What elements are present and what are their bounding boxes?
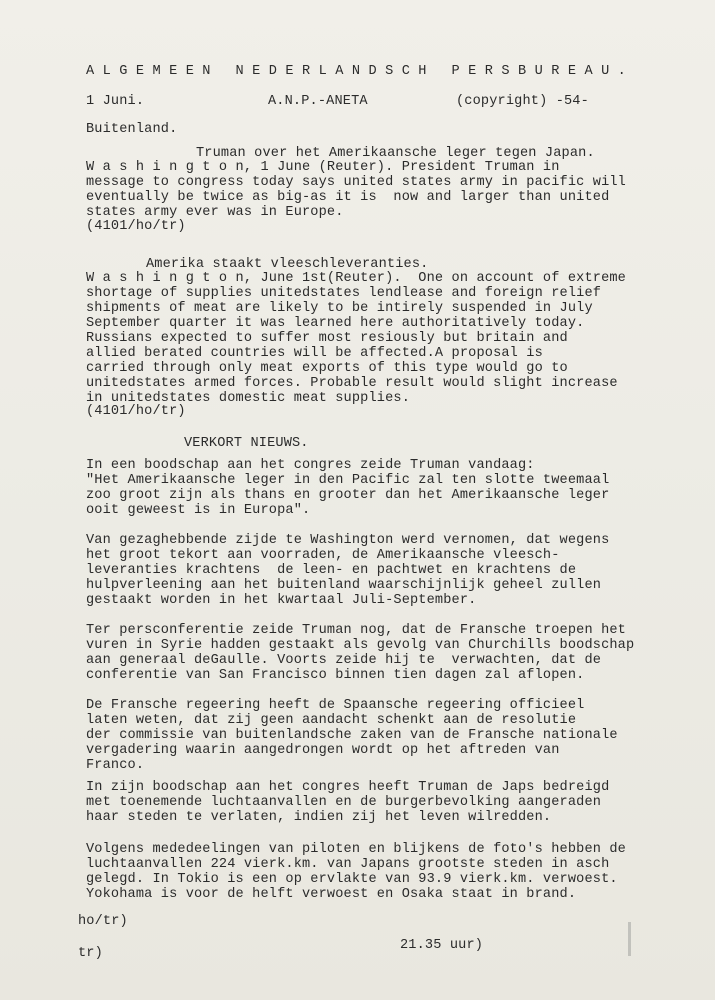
news-paragraph-line: conferentie van San Francisco binnen tien dagen zal aflopen. bbox=[86, 668, 585, 683]
agency-heading: A L G E M E E N N E D E R L A N D S C H P E R S B U R E A U . bbox=[86, 64, 626, 79]
article2-line: shipments of meat are likely to be intirely suspended in July bbox=[86, 301, 593, 316]
news-paragraph-line: ooit geweest is in Europa". bbox=[86, 503, 311, 518]
news-paragraph-line: In een boodschap aan het congres zeide Truman vandaag: bbox=[86, 458, 535, 473]
date-text: 1 Juni. bbox=[86, 94, 145, 109]
signature-initials-short: tr) bbox=[78, 946, 103, 961]
section-label: Buitenland. bbox=[86, 122, 178, 137]
news-paragraph-line: Yokohama is voor de helft verwoest en Osaka staat in brand. bbox=[86, 887, 577, 902]
news-paragraph-line: In zijn boodschap aan het congres heeft Truman de Japs bedreigd bbox=[86, 780, 610, 795]
ink-mark bbox=[628, 922, 631, 956]
news-paragraph-line: luchtaanvallen 224 vierk.km. van Japans grootste steden in asch bbox=[86, 857, 610, 872]
article2-line: unitedstates armed forces. Probable result would slight increase bbox=[86, 376, 618, 391]
article2-title: Amerika staakt vleeschleveranties. bbox=[146, 257, 429, 272]
copyright-text: (copyright) -54- bbox=[456, 94, 589, 109]
news-paragraph-line: De Fransche regeering heeft de Spaansche regeering officieel bbox=[86, 698, 585, 713]
article1-line: eventually be twice as big-as it is now and larger than united bbox=[86, 190, 610, 205]
news-paragraph-line: aan generaal deGaulle. Voorts zeide hij te verwachten, dat de bbox=[86, 653, 602, 668]
news-paragraph-line: laten weten, dat zij geen aandacht schenkt aan de resolutie bbox=[86, 713, 577, 728]
article2-line: in unitedstates domestic meat supplies. bbox=[86, 391, 410, 406]
article1-line: W a s h i n g t o n, 1 June (Reuter). President Truman in bbox=[86, 160, 560, 175]
news-paragraph-line: gestaakt worden in het kwartaal Juli-September. bbox=[86, 593, 477, 608]
news-paragraph-line: met toenemende luchtaanvallen en de burgerbevolking aangeraden bbox=[86, 795, 602, 810]
article1-title: Truman over het Amerikaansche leger tegen Japan. bbox=[196, 146, 595, 161]
news-paragraph-line: Ter persconferentie zeide Truman nog, dat de Fransche troepen het bbox=[86, 623, 626, 638]
article2-line: September quarter it was learned here authoritatively today. bbox=[86, 316, 585, 331]
news-paragraph-line: vuren in Syrie hadden gestaakt als gevolg van Churchills boodschap bbox=[86, 638, 635, 653]
news-paragraph-line: "Het Amerikaansche leger in den Pacific zal ten slotte tweemaal bbox=[86, 473, 610, 488]
article2-line: allied berated countries will be affected.A proposal is bbox=[86, 346, 543, 361]
article2-line: carried through only meat exports of this type would go to bbox=[86, 361, 568, 376]
article2-line: shortage of supplies unitedstates lendlease and foreign relief bbox=[86, 286, 602, 301]
news-paragraph-line: hulpverleening aan het buitenland waarschijnlijk geheel zullen bbox=[86, 578, 602, 593]
article1-line: states army ever was in Europe. bbox=[86, 205, 344, 220]
signature-initials: ho/tr) bbox=[78, 914, 128, 929]
news-paragraph-line: Franco. bbox=[86, 758, 145, 773]
news-paragraph-line: haar steden te verlaten, indien zij het leven wilredden. bbox=[86, 810, 552, 825]
news-paragraph-line: zoo groot zijn als thans en grooter dan het Amerikaansche leger bbox=[86, 488, 610, 503]
news-paragraph-line: gelegd. In Tokio is een op ervlakte van 93.9 vierk.km. verwoest. bbox=[86, 872, 618, 887]
news-paragraph-line: Volgens mededeelingen van piloten en blijkens de foto's hebben de bbox=[86, 842, 626, 857]
news-paragraph-line: het groot tekort aan voorraden, de Amerikaansche vleesch- bbox=[86, 548, 560, 563]
news-paragraph-line: leveranties krachtens de leen- en pachtwet en krachtens de bbox=[86, 563, 577, 578]
article2-line: W a s h i n g t o n, June 1st(Reuter). One on account of extreme bbox=[86, 271, 626, 286]
article2-line: Russians expected to suffer most resiously but britain and bbox=[86, 331, 568, 346]
news-heading: VERKORT NIEUWS. bbox=[184, 436, 309, 451]
source-text: A.N.P.-ANETA bbox=[268, 94, 368, 109]
news-paragraph-line: Van gezaghebbende zijde te Washington werd vernomen, dat wegens bbox=[86, 533, 610, 548]
article1-ref: (4101/ho/tr) bbox=[86, 219, 186, 234]
news-paragraph-line: der commissie van buitenlandsche zaken van de Fransche nationale bbox=[86, 728, 618, 743]
news-paragraph-line: vergadering waarin aangedrongen wordt op het aftreden van bbox=[86, 743, 560, 758]
timestamp-text: 21.35 uur) bbox=[400, 938, 484, 953]
article2-ref: (4101/ho/tr) bbox=[86, 404, 186, 419]
article1-line: message to congress today says united states army in pacific will bbox=[86, 175, 626, 190]
